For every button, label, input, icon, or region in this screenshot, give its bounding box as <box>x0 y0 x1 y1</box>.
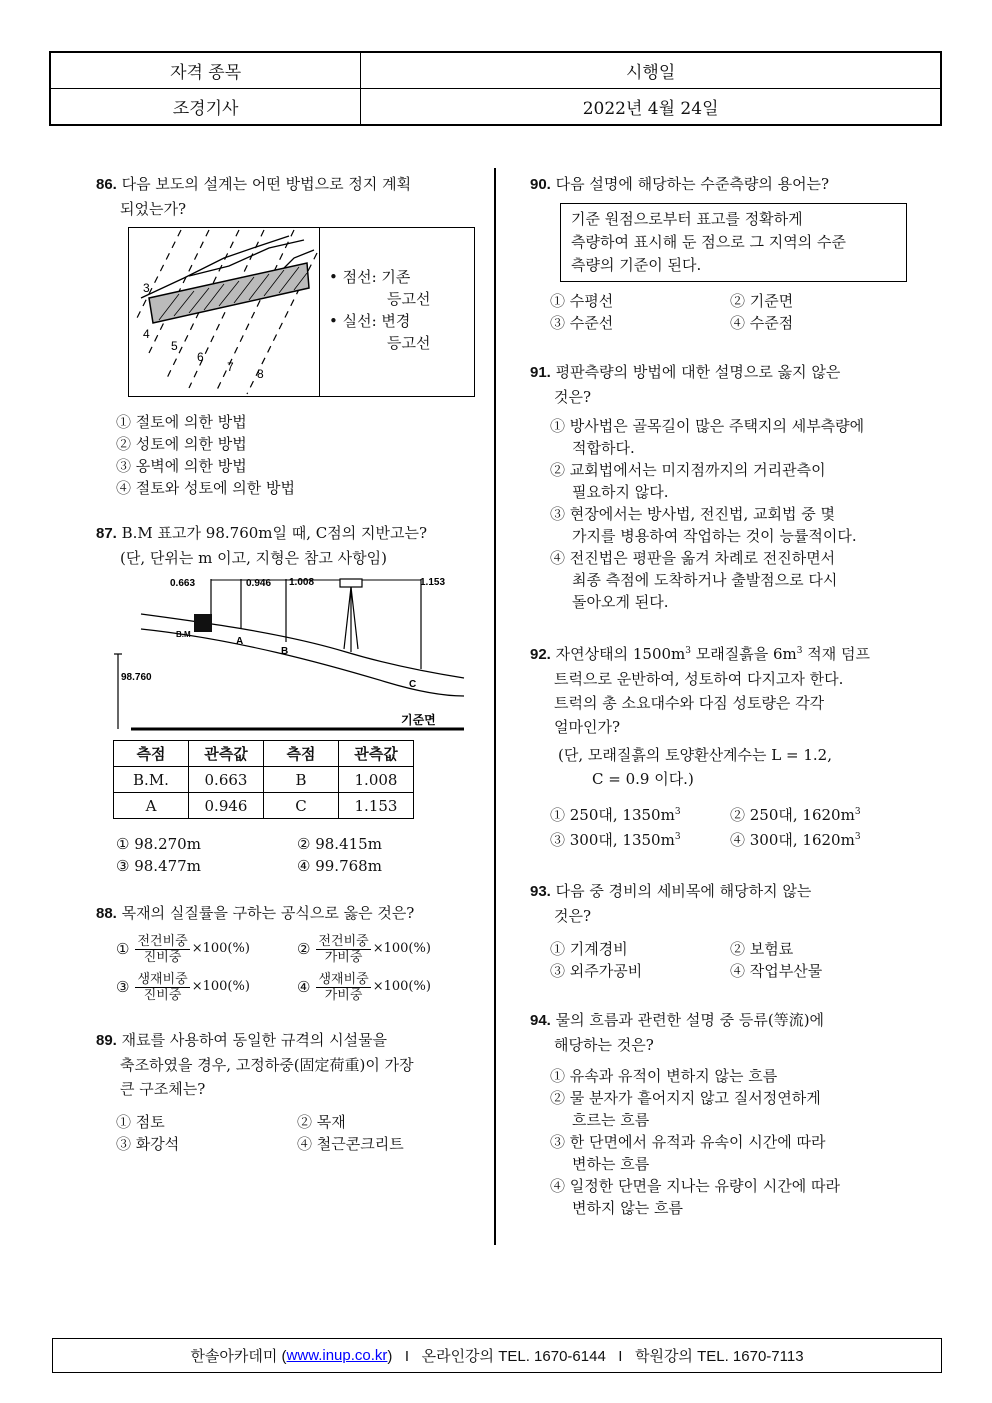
option-line: ③ 현장에서는 방사법, 전진법, 교회법 중 몇 <box>550 505 835 523</box>
question-text: 해당하는 것은? <box>554 1036 654 1054</box>
option-4[interactable] <box>530 1175 910 1219</box>
option-2[interactable]: ② 성토에 의한 방법 <box>116 435 247 453</box>
question-90 <box>530 172 910 334</box>
legend-dotted: • 점선: 기존 <box>329 268 411 286</box>
table-row <box>114 793 414 819</box>
option-1[interactable]: ① 절토에 의한 방법 <box>116 413 247 431</box>
reading-c: 1.153 <box>420 577 446 588</box>
header-subject: 조경기사 <box>50 89 361 126</box>
option-4[interactable] <box>730 826 910 851</box>
table-row <box>114 767 414 793</box>
numerator: 생재비중 <box>137 971 188 987</box>
label-bm: B.M <box>176 630 191 639</box>
question-text: 다음 설명에 해당하는 수준측량의 용어는? <box>555 175 830 193</box>
option-4[interactable]: ④ 99.768m <box>297 857 382 875</box>
legend-solid: • 실선: 변경 <box>329 312 411 330</box>
option-1[interactable]: ① 기계경비 <box>550 940 628 958</box>
option-4[interactable]: ④ 절토와 성토에 의한 방법 <box>116 479 295 497</box>
multiplier: ×100(%) <box>191 979 250 994</box>
superscript: 3 <box>685 646 691 656</box>
contour-diagram <box>129 228 319 396</box>
question-text: 평판측량의 방법에 대한 설명으로 옳지 않은 <box>555 363 841 381</box>
contour-label: 8 <box>257 367 264 381</box>
table-cell: B <box>264 767 339 793</box>
box-line: 측량의 기준이 된다. <box>571 256 702 274</box>
question-text: 적재 덤프 <box>802 645 870 663</box>
option-4[interactable]: ④ 작업부산물 <box>730 962 823 980</box>
question-86 <box>96 172 478 499</box>
question-text: 자연상태의 1500m <box>555 645 686 663</box>
question-note: (단, 단위는 m 이고, 지형은 참고 사항임) <box>120 549 387 567</box>
question-87 <box>96 521 478 877</box>
table-cell: C <box>264 793 339 819</box>
option-4[interactable] <box>297 968 478 1006</box>
question-number: 91. <box>530 364 551 381</box>
multiplier: ×100(%) <box>372 979 431 994</box>
option-line: 최종 측점에 도착하거나 출발점으로 다시 <box>572 571 838 589</box>
question-note: C = 0.9 이다.) <box>592 770 694 788</box>
question-text: 다음 중 경비의 세비목에 해당하지 않는 <box>555 882 812 900</box>
reading-b: 1.008 <box>289 577 315 588</box>
label-elevation: 98.760 <box>121 672 152 683</box>
contour-label: 5 <box>171 339 178 353</box>
option-line: 필요하지 않다. <box>572 483 669 501</box>
option-line: ② 교회법에서는 미지점까지의 거리관측이 <box>550 461 826 479</box>
table-header: 관측값 <box>189 741 264 767</box>
multiplier: ×100(%) <box>372 941 431 956</box>
option-3[interactable]: ③ 수준선 <box>550 314 614 332</box>
question-text: 큰 구조체는? <box>120 1080 206 1098</box>
question-text: 트럭으로 운반하여, 성토하여 다지고자 한다. <box>554 670 844 688</box>
superscript: 3 <box>674 832 681 842</box>
option-line: 돌아오게 된다. <box>572 593 669 611</box>
superscript: 3 <box>796 646 803 656</box>
fraction <box>135 972 189 1003</box>
option-line: ② 물 분자가 흩어지지 않고 질서정연하게 <box>550 1089 821 1107</box>
option-mark: ③ <box>116 978 130 996</box>
label-datum: 기준면 <box>401 713 436 727</box>
figure-legend <box>329 266 430 354</box>
option-3[interactable] <box>530 1131 910 1175</box>
question-91 <box>530 360 910 613</box>
option-2[interactable]: ② 목재 <box>297 1113 346 1131</box>
option-1[interactable] <box>550 801 730 826</box>
table-cell: 0.663 <box>189 767 264 793</box>
option-2[interactable] <box>297 930 478 968</box>
figure-divider <box>319 228 320 396</box>
multiplier: ×100(%) <box>191 941 250 956</box>
question-number: 87. <box>96 525 117 542</box>
label-b: B <box>281 646 289 657</box>
footer-website-link[interactable]: www.inup.co.kr <box>286 1347 388 1364</box>
header-col2-label: 시행일 <box>361 52 941 89</box>
option-2[interactable] <box>530 459 910 503</box>
question-text: 모래질흙을 6m <box>691 645 797 663</box>
option-2[interactable]: ② 보험료 <box>730 940 794 958</box>
option-4[interactable] <box>530 547 910 613</box>
option-3[interactable]: ③ 외주가공비 <box>550 962 643 980</box>
question-number: 92. <box>530 646 551 663</box>
option-line: ④ 일정한 단면을 지나는 유량이 시간에 따라 <box>550 1177 840 1195</box>
option-line: ① 방사법은 골목길이 많은 주택지의 세부측량에 <box>550 417 865 435</box>
option-line: 적합하다. <box>572 439 635 457</box>
question-number: 89. <box>96 1032 117 1049</box>
option-2[interactable] <box>730 801 910 826</box>
option-mark: ① <box>116 940 130 958</box>
question-text: 되었는가? <box>120 200 187 218</box>
numerator: 생재비중 <box>318 971 369 987</box>
question-text: 것은? <box>554 388 592 406</box>
question-number: 86. <box>96 176 117 193</box>
denominator: 진비중 <box>143 987 182 1003</box>
option-text: ③ 300대, 1350m <box>550 831 675 849</box>
reading-bm: 0.663 <box>170 578 196 589</box>
contour-label: 6 <box>197 350 204 364</box>
option-text: ④ 300대, 1620m <box>730 831 855 849</box>
fraction <box>135 934 189 965</box>
denominator: 진비중 <box>143 949 182 965</box>
reading-a: 0.946 <box>246 578 272 589</box>
footer-contact: ) I 온라인강의 TEL. 1670-6144 I 학원강의 TEL. 1670-7113 <box>387 1348 804 1365</box>
observation-table <box>113 740 414 819</box>
numerator: 전건비중 <box>318 933 369 949</box>
option-3[interactable] <box>116 968 297 1006</box>
option-1[interactable]: ① 점토 <box>116 1113 165 1131</box>
question-text: 축조하였을 경우, 고정하중(固定荷重)이 가장 <box>120 1056 414 1074</box>
question-text: 다음 보도의 설계는 어떤 방법으로 정지 계획 <box>121 175 412 193</box>
superscript: 3 <box>854 807 861 817</box>
question-text: 트럭의 총 소요대수와 다짐 성토량은 각각 <box>554 694 825 712</box>
option-line: ④ 전진법은 평판을 옮겨 차례로 전진하면서 <box>550 549 836 567</box>
fraction <box>316 934 370 965</box>
question-92 <box>530 639 910 851</box>
header-date: 2022년 4월 24일 <box>361 89 941 126</box>
option-line: 변하지 않는 흐름 <box>572 1199 683 1217</box>
option-line: 변하는 흐름 <box>572 1155 650 1173</box>
option-3[interactable]: ③ 옹벽에 의한 방법 <box>116 457 247 475</box>
option-4[interactable]: ④ 철근콘크리트 <box>297 1135 404 1153</box>
option-mark: ② <box>297 940 311 958</box>
denominator: 가비중 <box>324 987 363 1003</box>
right-column <box>530 172 910 1219</box>
column-divider <box>494 168 496 1245</box>
option-text: ② 250대, 1620m <box>730 806 855 824</box>
option-text: ① 250대, 1350m <box>550 806 675 824</box>
leveling-figure <box>86 574 466 734</box>
question-93 <box>530 879 910 982</box>
table-header: 관측값 <box>339 741 414 767</box>
header-table <box>49 51 942 126</box>
table-cell: B.M. <box>114 767 189 793</box>
table-cell: A <box>114 793 189 819</box>
option-line: 가지를 병용하여 작업하는 것이 능률적이다. <box>572 527 857 545</box>
option-1[interactable]: ① 98.270m <box>116 835 201 853</box>
definition-box <box>560 203 907 282</box>
question-number: 90. <box>530 176 551 193</box>
contour-figure <box>128 227 475 397</box>
fraction <box>316 972 370 1003</box>
question-text: 것은? <box>554 907 592 925</box>
contour-label: 4 <box>143 327 150 341</box>
legend-dotted-desc: 등고선 <box>387 290 431 308</box>
option-2[interactable] <box>530 1087 910 1131</box>
question-text: 물의 흐름과 관련한 설명 중 등류(等流)에 <box>555 1011 825 1029</box>
option-1[interactable] <box>530 415 910 459</box>
label-c: C <box>409 679 417 690</box>
option-1[interactable] <box>116 930 297 968</box>
denominator: 가비중 <box>324 949 363 965</box>
question-88 <box>96 901 478 1006</box>
option-3[interactable]: ③ 화강석 <box>116 1135 180 1153</box>
question-94 <box>530 1008 910 1219</box>
option-line: 흐르는 흐름 <box>572 1111 650 1129</box>
option-3[interactable] <box>530 503 910 547</box>
question-number: 94. <box>530 1012 551 1029</box>
question-text: 목재의 실질률을 구하는 공식으로 옳은 것은? <box>121 904 415 922</box>
option-mark: ④ <box>297 978 311 996</box>
left-column <box>96 172 478 1155</box>
table-cell: 1.008 <box>339 767 414 793</box>
question-text: B.M 표고가 98.760m일 때, C점의 지반고는? <box>121 524 428 542</box>
option-2[interactable]: ② 98.415m <box>297 835 382 853</box>
box-line: 측량하여 표시해 둔 점으로 그 지역의 수준 <box>571 233 846 251</box>
box-line: 기준 원점으로부터 표고를 정확하게 <box>571 210 803 228</box>
table-header: 측점 <box>114 741 189 767</box>
option-line: ③ 한 단면에서 유적과 유속이 시간에 따라 <box>550 1133 826 1151</box>
table-header: 측점 <box>264 741 339 767</box>
contour-label: 3 <box>143 281 150 295</box>
superscript: 3 <box>674 807 681 817</box>
option-1[interactable]: ① 수평선 <box>550 292 614 310</box>
table-cell: 0.946 <box>189 793 264 819</box>
question-89 <box>96 1028 478 1155</box>
page-footer <box>52 1338 942 1373</box>
option-3[interactable] <box>550 826 730 851</box>
option-4[interactable]: ④ 수준점 <box>730 314 794 332</box>
question-number: 88. <box>96 905 117 922</box>
question-text: 얼마인가? <box>554 718 621 736</box>
label-a: A <box>236 636 244 647</box>
legend-solid-desc: 등고선 <box>387 334 431 352</box>
question-text: 재료를 사용하여 동일한 규격의 시설물을 <box>121 1031 388 1049</box>
contour-label: 7 <box>227 360 234 374</box>
question-number: 93. <box>530 883 551 900</box>
option-1[interactable]: ① 유속과 유적이 변하지 않는 흐름 <box>550 1067 778 1085</box>
numerator: 전건비중 <box>137 933 188 949</box>
table-cell: 1.153 <box>339 793 414 819</box>
option-2[interactable]: ② 기준면 <box>730 292 794 310</box>
question-note: (단, 모래질흙의 토양환산계수는 L = 1.2, <box>558 746 832 764</box>
superscript: 3 <box>854 832 861 842</box>
option-3[interactable]: ③ 98.477m <box>116 857 201 875</box>
footer-brand: 한솔아카데미 ( <box>190 1348 287 1365</box>
header-col1-label: 자격 종목 <box>50 52 361 89</box>
